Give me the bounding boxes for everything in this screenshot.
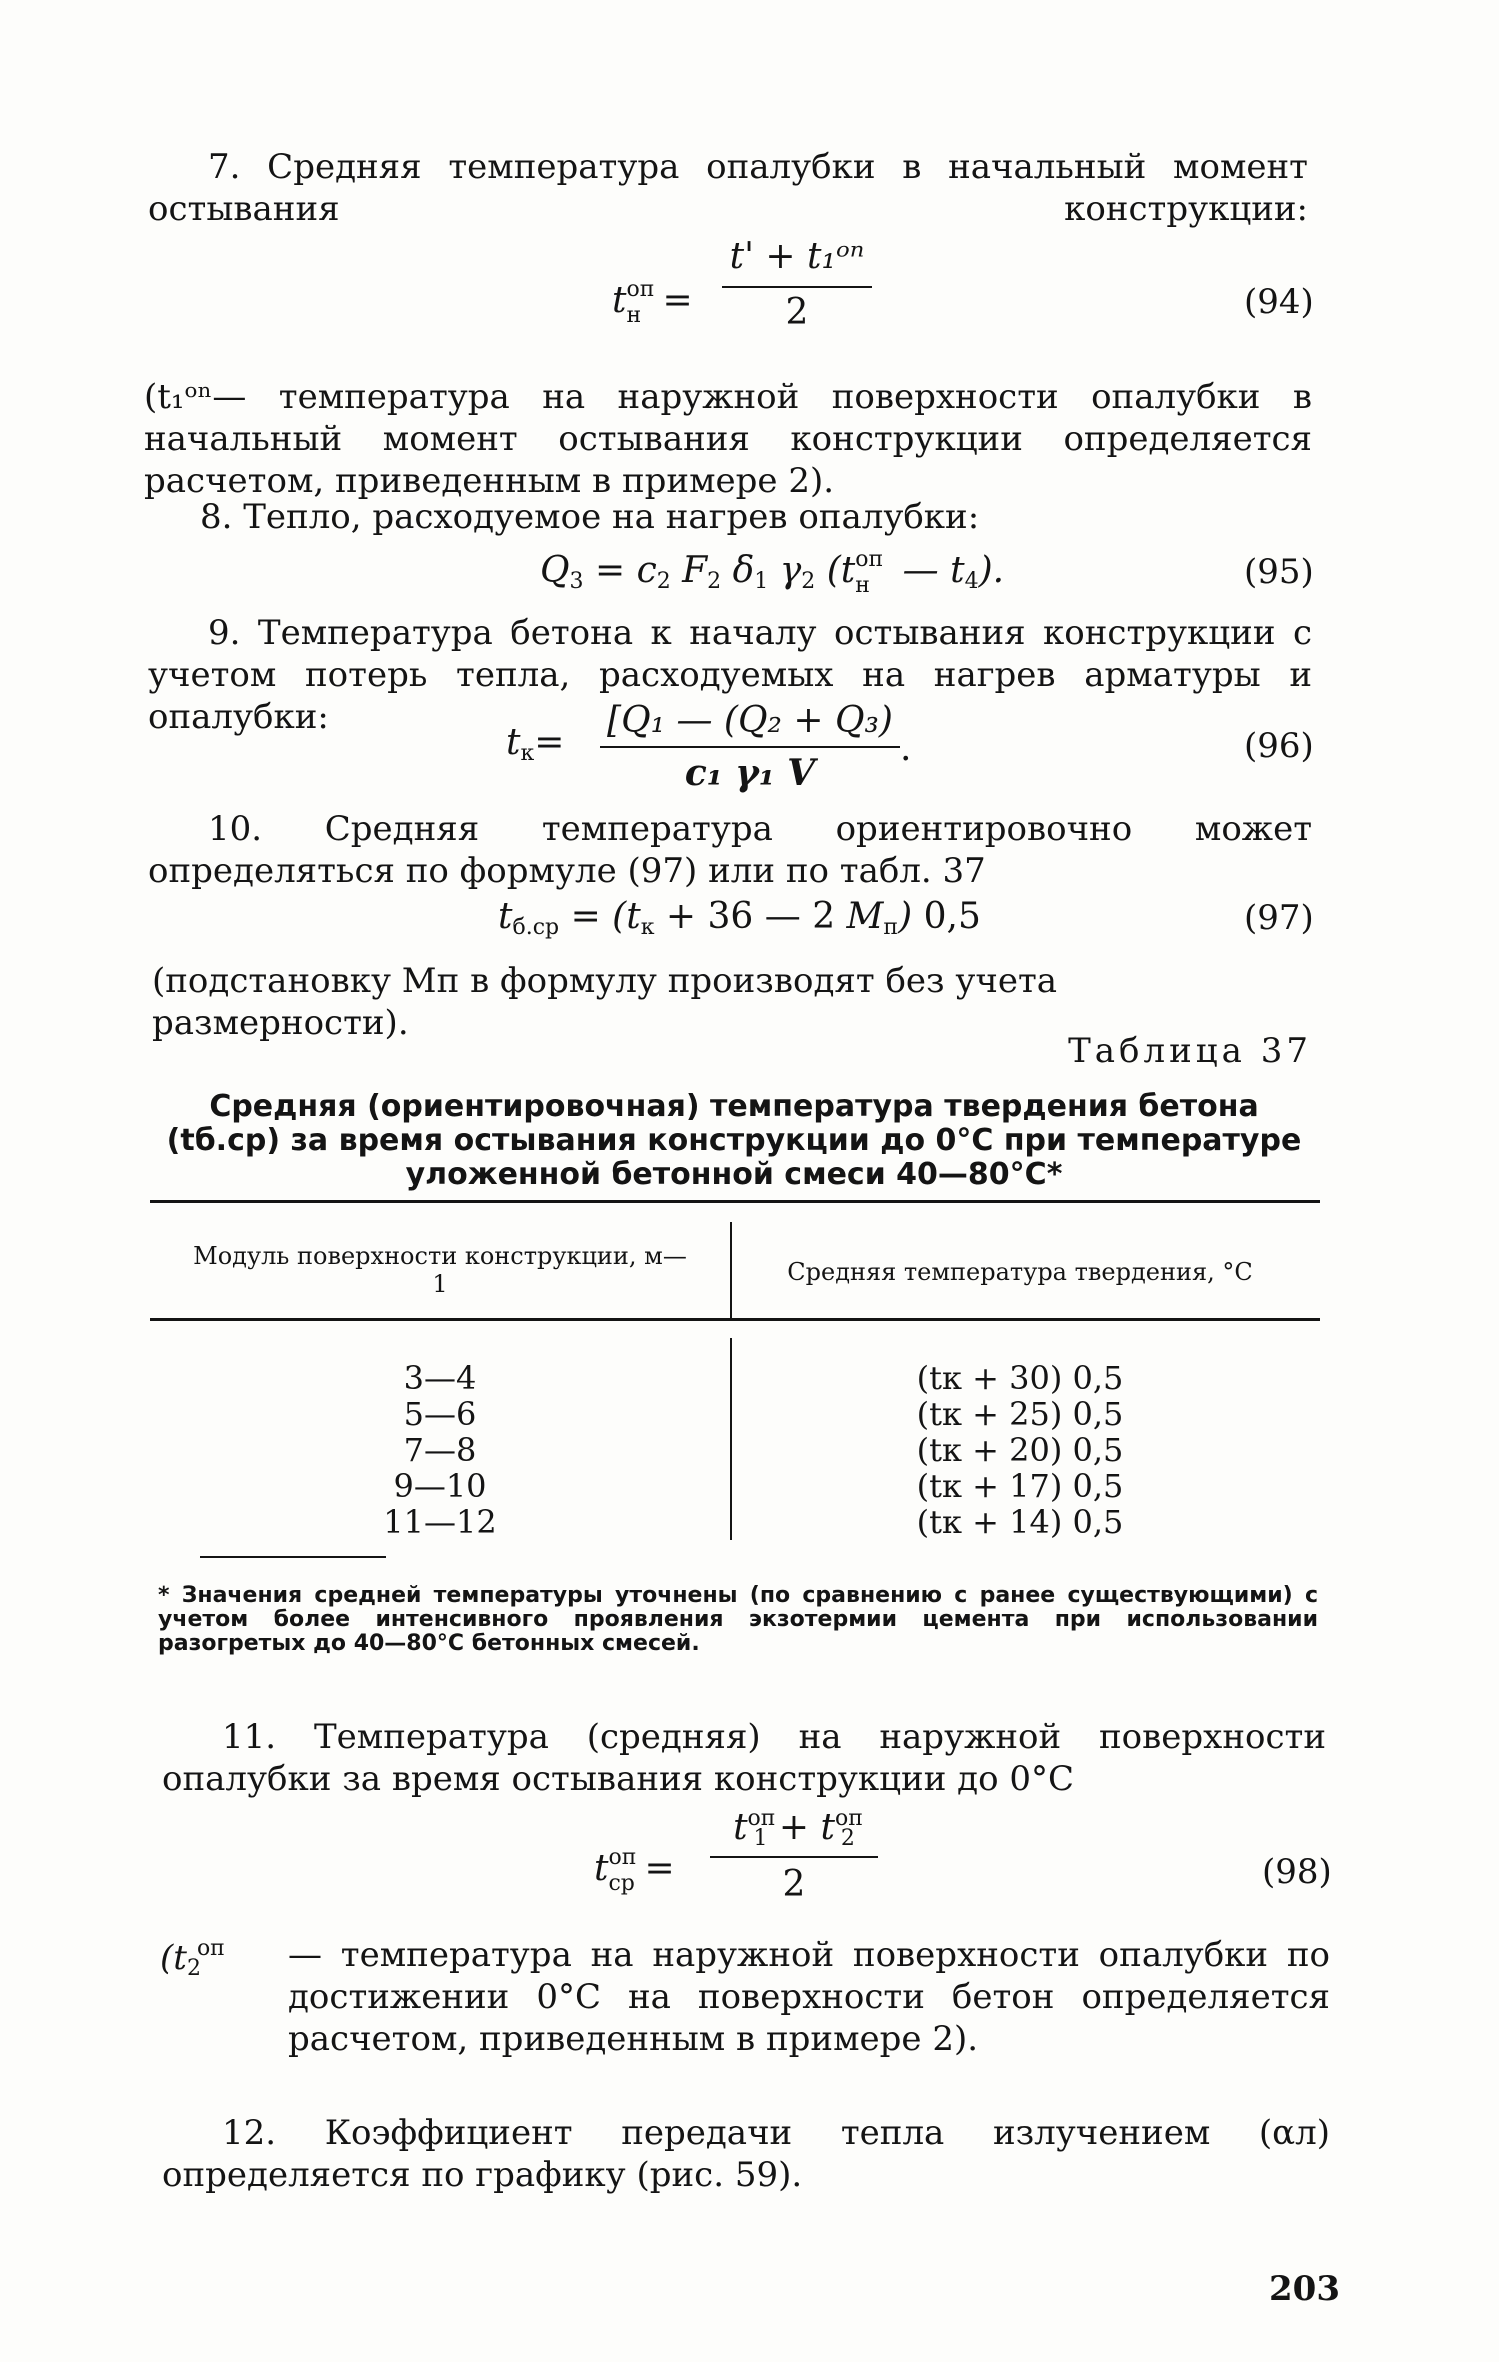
equation-94-denominator: 2 xyxy=(785,292,809,333)
table-title: Средняя (ориентировочная) температура твердения бетона (tб.ср) за время остывания конструкции до 0°С при температуре уложенной бетонной смеси 40—80°С* xyxy=(166,1089,1302,1192)
equation-97-label: (97) xyxy=(1244,898,1314,938)
paragraph-9: 9. Температура бетона к началу остывания конструкции с учетом потерь тепла, расходуемых на нагрев арматуры и опалубки: xyxy=(148,613,1312,737)
equation-96-denominator: c₁ γ₁ V xyxy=(684,752,816,794)
table-label: Таблица 37 xyxy=(1068,1031,1312,1071)
table-row-4-modulus: 9—10 xyxy=(393,1467,487,1505)
equation-95-label: (95) xyxy=(1244,552,1314,592)
paragraph-11: 11. Температура (средняя) на наружной поверхности опалубки за время остывания конструкции до 0°С xyxy=(162,1717,1326,1799)
table-header-modulus: Модуль поверхности конструкции, м—1 xyxy=(193,1242,687,1298)
note-94: (t₁ᵒⁿ— температура на наружной поверхности опалубки в начальный момент остывания конструкции определяется расчетом, приведенным в примере 2). xyxy=(144,377,1312,501)
table-column-divider-body xyxy=(730,1338,732,1540)
table-row-4-temp: (tк + 17) 0,5 xyxy=(916,1467,1124,1505)
equation-94-lhs: t оп н = xyxy=(612,277,693,328)
equation-98-label: (98) xyxy=(1262,1852,1332,1892)
note-98-symbol: ($t_2^{оп}$ xyxy=(160,1936,225,1981)
note-97: (подстановку Mп в формулу производят без учета размерности). xyxy=(152,961,1058,1043)
equation-98-numerator: $t^{оп}_1 + t^{оп}_2$ xyxy=(733,1806,863,1851)
table-row-5-temp: (tк + 14) 0,5 xyxy=(916,1503,1124,1541)
equation-97-body: $t_{б.ср} = (t_к + 36$ — 2 $M_п$) 0,5 xyxy=(498,896,981,940)
equation-96-numerator: [Q₁ — (Q₂ + Q₃) xyxy=(607,700,893,741)
table-row-3-modulus: 7—8 xyxy=(403,1431,477,1469)
equation-96-lhs: $t_к=$ xyxy=(506,722,565,766)
equation-95-body: $Q_3 = c_2$ $F_2$ $\delta_1$ $\gamma_2$ (t оп н — $t_4$). xyxy=(540,547,1005,598)
equation-94-label: (94) xyxy=(1244,282,1314,322)
equation-96-fraction xyxy=(600,700,900,794)
equation-94-numerator: t' + t₁ᵒⁿ xyxy=(729,236,865,277)
paragraph-12: 12. Коэффициент передачи тепла излучением (αл) определяется по графику (рис. 59). xyxy=(162,2113,1330,2195)
paragraph-7: 7. Средняя температура опалубки в начальный момент остывания конструкции: xyxy=(148,147,1308,229)
table-row-2-temp: (tк + 25) 0,5 xyxy=(916,1395,1124,1433)
table-row-1-modulus: 3—4 xyxy=(403,1359,477,1397)
table-footnote: * Значения средней температуры уточнены (по сравнению с ранее существующими) с учетом более интенсивного проявления экзотермии цемента при использовании разогретых до 40—80°С бетонных смесей. xyxy=(158,1583,1318,1656)
paragraph-10: 10. Средняя температура ориентировочно может определяться по формуле (97) или по табл. 37 xyxy=(148,809,1312,891)
equation-98-lhs: t оп ср = xyxy=(594,1845,675,1896)
equation-96-label: (96) xyxy=(1244,726,1314,766)
paragraph-8: 8. Тепло, расходуемое на нагрев опалубки: xyxy=(200,497,980,537)
equation-98-fraction xyxy=(710,1806,878,1905)
note-98: — температура на наружной поверхности опалубки по достижении 0°С на поверхности бетон определяется расчетом, приведенным в примере 2). xyxy=(288,1935,1330,2059)
table-row-3-temp: (tк + 20) 0,5 xyxy=(916,1431,1124,1469)
page-number: 203 xyxy=(1269,2269,1340,2309)
table-row-2-modulus: 5—6 xyxy=(403,1395,477,1433)
table-header-temperature: Средняя температура твердения, °С xyxy=(787,1258,1253,1286)
equation-96-dot: . xyxy=(900,728,912,769)
equation-98-denominator: 2 xyxy=(782,1864,806,1905)
table-top-rule xyxy=(150,1200,1320,1203)
equation-94-fraction xyxy=(722,236,872,333)
table-header-rule xyxy=(150,1318,1320,1321)
footnote-rule xyxy=(200,1556,386,1558)
table-row-5-modulus: 11—12 xyxy=(383,1503,497,1541)
table-column-divider xyxy=(730,1222,732,1318)
table-row-1-temp: (tк + 30) 0,5 xyxy=(916,1359,1124,1397)
